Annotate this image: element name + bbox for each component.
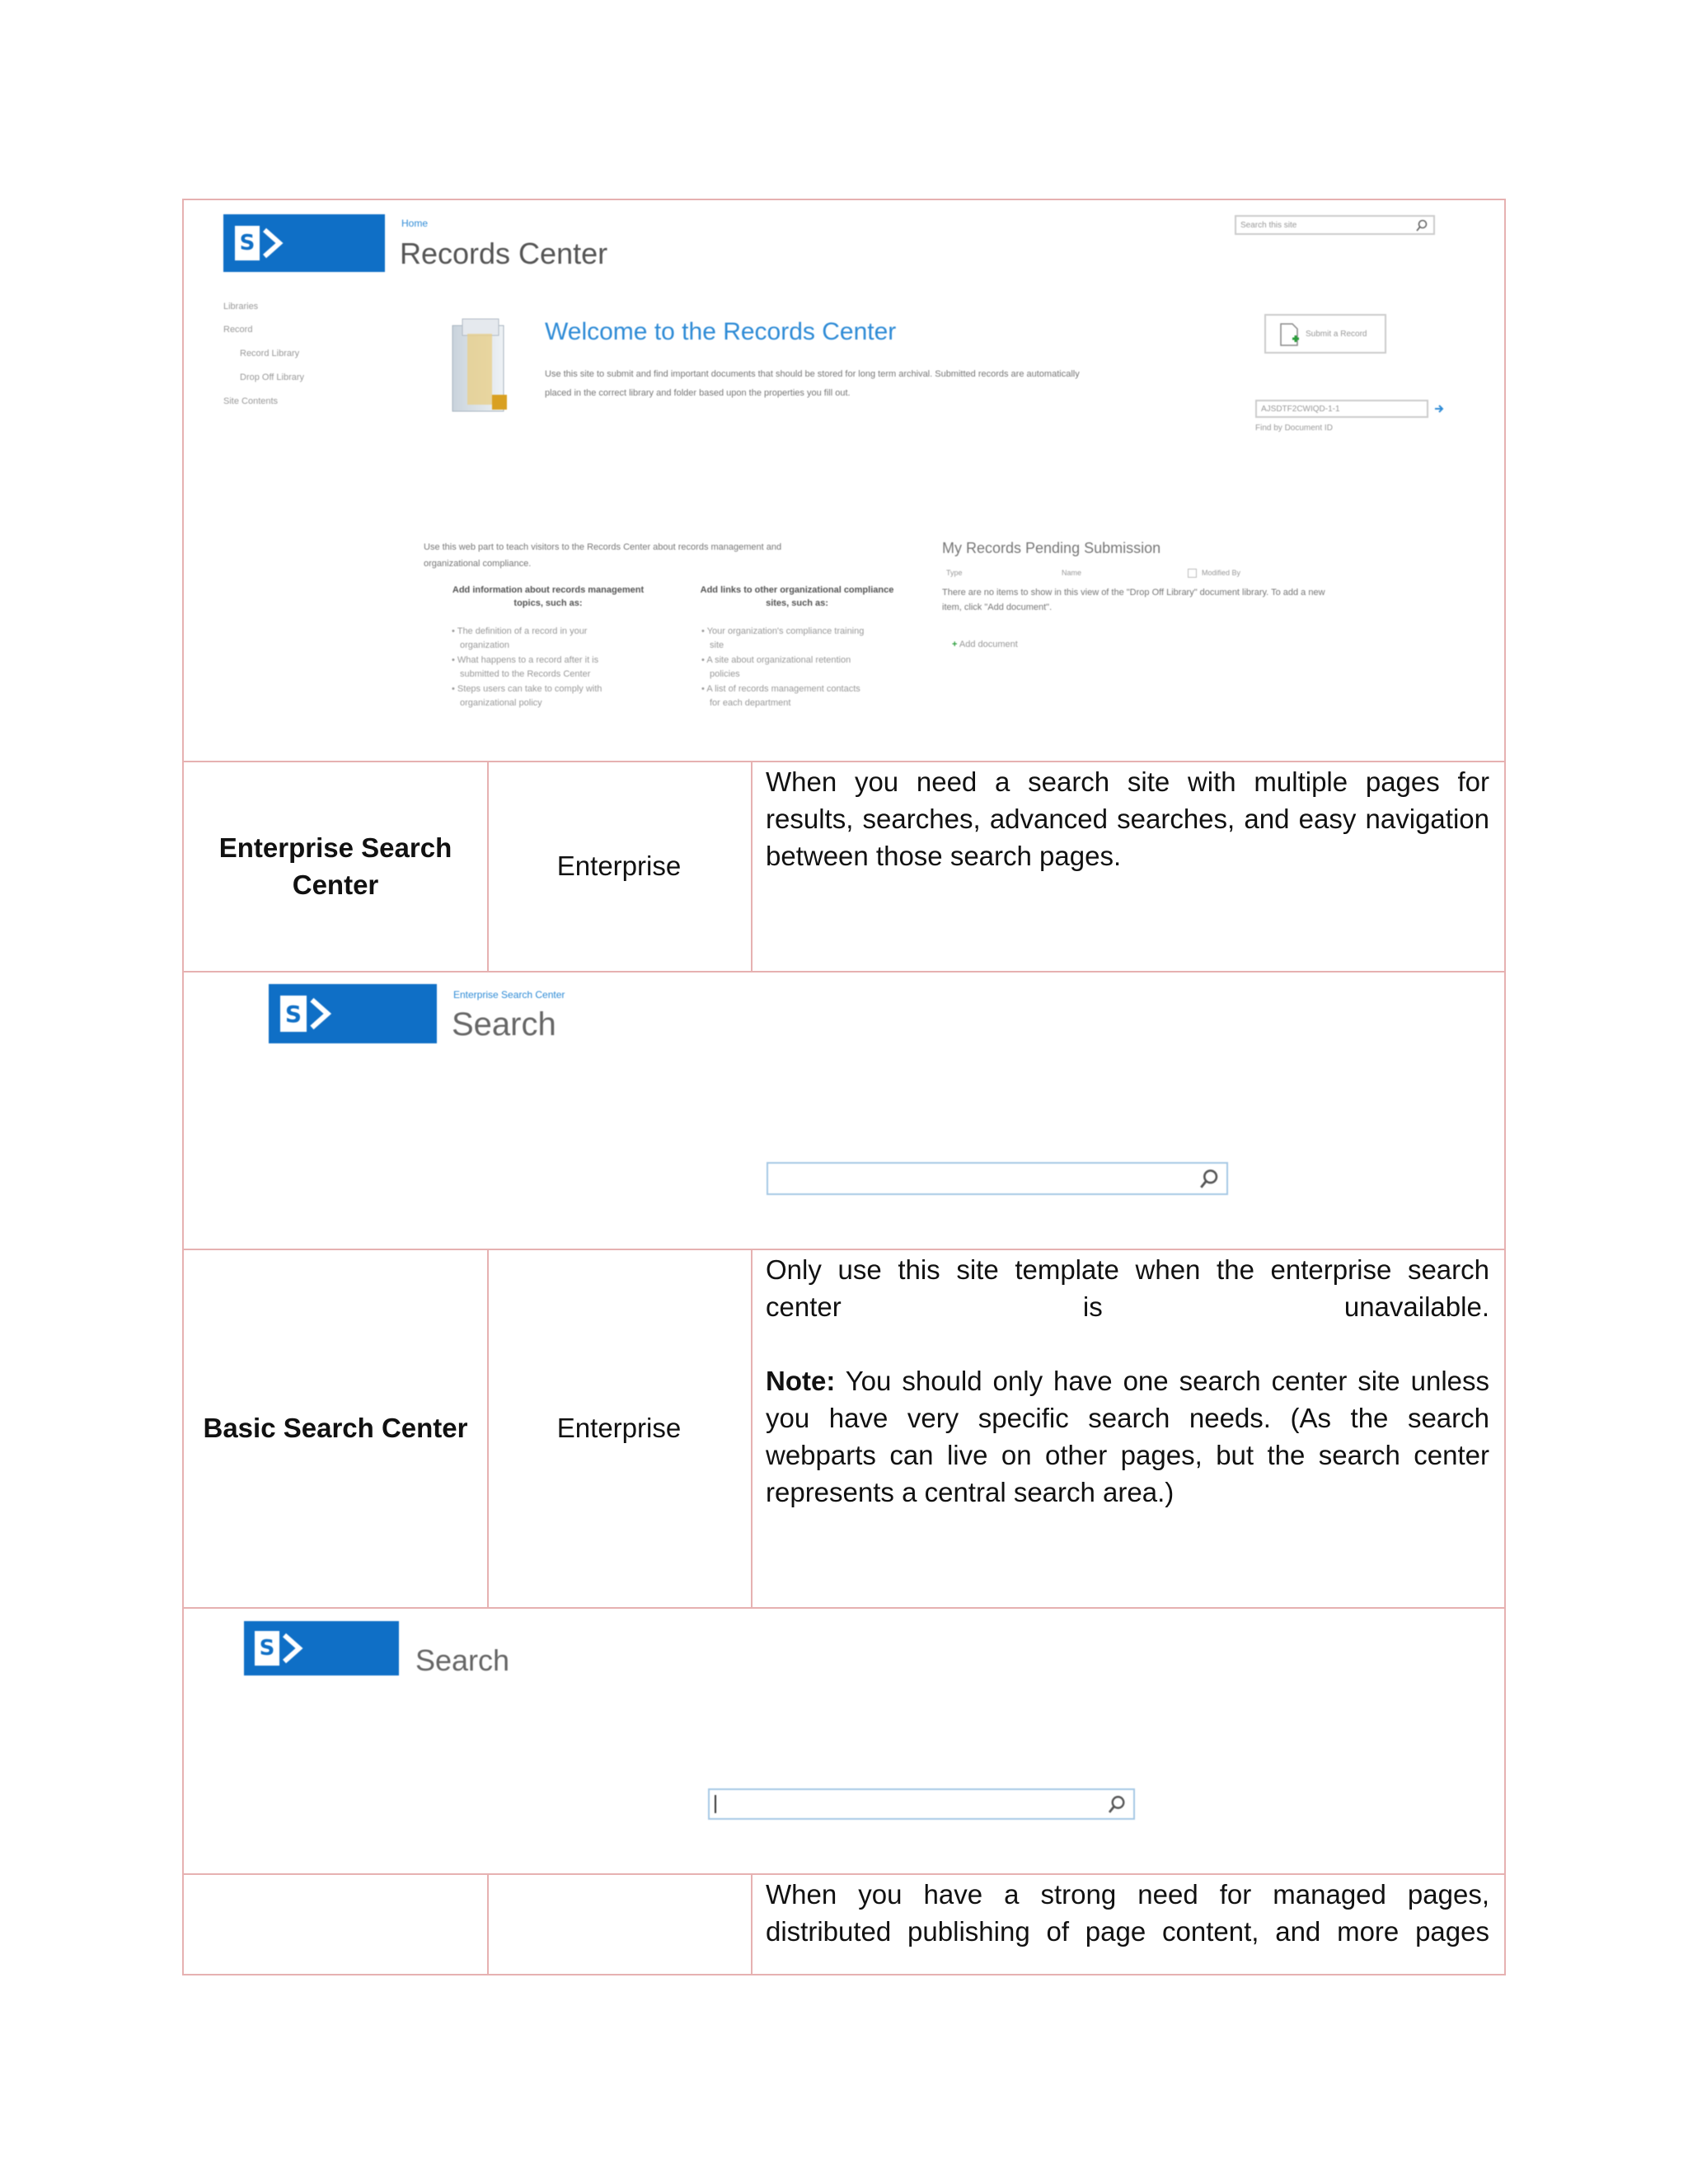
edition: Enterprise xyxy=(556,850,682,881)
breadcrumb[interactable]: Enterprise Search Center xyxy=(453,989,565,1001)
nav-site-contents[interactable]: Site Contents xyxy=(223,396,279,406)
sharepoint-logo: S xyxy=(244,1621,399,1675)
column-header-name[interactable]: Name xyxy=(1062,569,1082,577)
edition-cell xyxy=(487,761,751,971)
template-name-cell xyxy=(184,761,487,971)
column-heading: topics, such as: xyxy=(513,598,583,608)
column-header-type[interactable]: Type xyxy=(946,569,963,577)
sharepoint-logo: S xyxy=(269,984,437,1043)
search-icon[interactable] xyxy=(1415,219,1428,232)
welcome-heading: Welcome to the Records Center xyxy=(545,318,897,345)
template-name: Basic Search Center xyxy=(203,1413,468,1443)
welcome-text: Use this site to submit and find important documents that should be stored for long term archival. Submitted records are automatically xyxy=(545,369,1080,379)
list-item: organizational policy xyxy=(460,698,542,708)
webpart-intro: organizational compliance. xyxy=(424,559,532,569)
description: When you need a search site with multiple pages for results, searches, advanced searches, and easy navigation between those search pages. xyxy=(766,766,1489,871)
site-search-input[interactable]: Search this site xyxy=(1235,215,1435,235)
search-input[interactable] xyxy=(708,1788,1135,1820)
note-text: You should only have one search center site unless you have very specific search needs. (As the search webparts can live on other pages, but the search center represents a central search area.) xyxy=(766,1366,1489,1507)
list-item: • What happens to a record after it is xyxy=(452,655,599,665)
sharepoint-arrow-icon xyxy=(308,996,335,1031)
note-paragraph xyxy=(766,1362,1489,1511)
list-item: policies xyxy=(710,669,740,679)
description: Only use this site template when the enterprise search center is unavailable. xyxy=(766,1254,1489,1322)
webpart-intro: Use this web part to teach visitors to the Records Center about records management and xyxy=(424,542,782,552)
add-document-link[interactable]: + Add document xyxy=(952,640,1018,649)
description-cell xyxy=(751,1251,1504,1605)
nav-record-library[interactable]: Record Library xyxy=(240,349,300,359)
search-icon[interactable] xyxy=(1107,1795,1127,1815)
template-name: Enterprise Search Center xyxy=(218,832,452,900)
sharepoint-arrow-icon xyxy=(281,1632,306,1665)
search-icon[interactable] xyxy=(1198,1169,1220,1190)
column-header-modified-by[interactable]: Modified By xyxy=(1202,569,1241,577)
select-all-checkbox[interactable] xyxy=(1188,569,1197,578)
list-item: • A list of records management contacts xyxy=(701,684,860,694)
description-cell xyxy=(751,1876,1504,1974)
list-item: for each department xyxy=(710,698,791,708)
note-label: Note: xyxy=(766,1366,836,1396)
template-name-cell xyxy=(184,1249,487,1607)
search-input[interactable] xyxy=(767,1162,1228,1195)
document-add-icon xyxy=(1279,322,1301,347)
page-title: Search xyxy=(452,1006,556,1043)
submit-record-button[interactable]: Submit a Record xyxy=(1264,314,1386,354)
welcome-text: placed in the correct library and folder based upon the properties you fill out. xyxy=(545,388,851,398)
list-item: submitted to the Records Center xyxy=(460,669,591,679)
breadcrumb-home[interactable]: Home xyxy=(401,218,429,229)
column-heading: Add links to other organizational compliance xyxy=(700,585,894,595)
description-cell xyxy=(751,763,1504,969)
plus-icon: + xyxy=(952,640,958,649)
list-item: • Steps users can take to comply with xyxy=(452,684,603,694)
list-item: site xyxy=(710,640,724,650)
description: When you have a strong need for managed pages, distributed publishing of page content, and more pages xyxy=(766,1879,1489,1947)
text-cursor xyxy=(715,1795,716,1813)
list-item: • Your organization's compliance training xyxy=(701,626,865,636)
pending-heading: My Records Pending Submission xyxy=(942,540,1161,556)
edition: Enterprise xyxy=(556,1412,682,1443)
list-item: organization xyxy=(460,640,509,650)
records-center-screenshot xyxy=(184,200,1504,761)
enterprise-search-screenshot xyxy=(184,971,1504,1249)
site-title: Records Center xyxy=(400,237,608,270)
edition-cell xyxy=(487,1873,751,1975)
records-archive-icon xyxy=(446,316,513,418)
empty-list-message: item, click "Add document". xyxy=(942,602,1053,612)
find-by-document-id-label: Find by Document ID xyxy=(1255,424,1333,433)
sharepoint-arrow-icon xyxy=(261,227,286,260)
find-go-icon[interactable] xyxy=(1433,403,1445,415)
nav-libraries[interactable]: Libraries xyxy=(223,302,259,312)
edition-cell xyxy=(487,1249,751,1607)
list-item: • The definition of a record in your xyxy=(452,626,588,636)
site-template-table xyxy=(182,199,1506,1975)
nav-record[interactable]: Record xyxy=(223,325,253,335)
basic-search-screenshot xyxy=(184,1607,1504,1873)
nav-drop-off-library[interactable]: Drop Off Library xyxy=(240,373,305,382)
document-id-input[interactable]: AJSDTF2CWIQD-1-1 xyxy=(1255,400,1428,418)
list-item: • A site about organizational retention xyxy=(701,655,851,665)
page-title: Search xyxy=(415,1643,510,1677)
sharepoint-logo: S xyxy=(223,214,385,272)
column-heading: sites, such as: xyxy=(766,598,828,608)
template-name-cell xyxy=(184,1873,487,1975)
empty-list-message: There are no items to show in this view of the "Drop Off Library" document library. To add a new xyxy=(942,588,1325,598)
column-heading: Add information about records management xyxy=(452,585,645,595)
